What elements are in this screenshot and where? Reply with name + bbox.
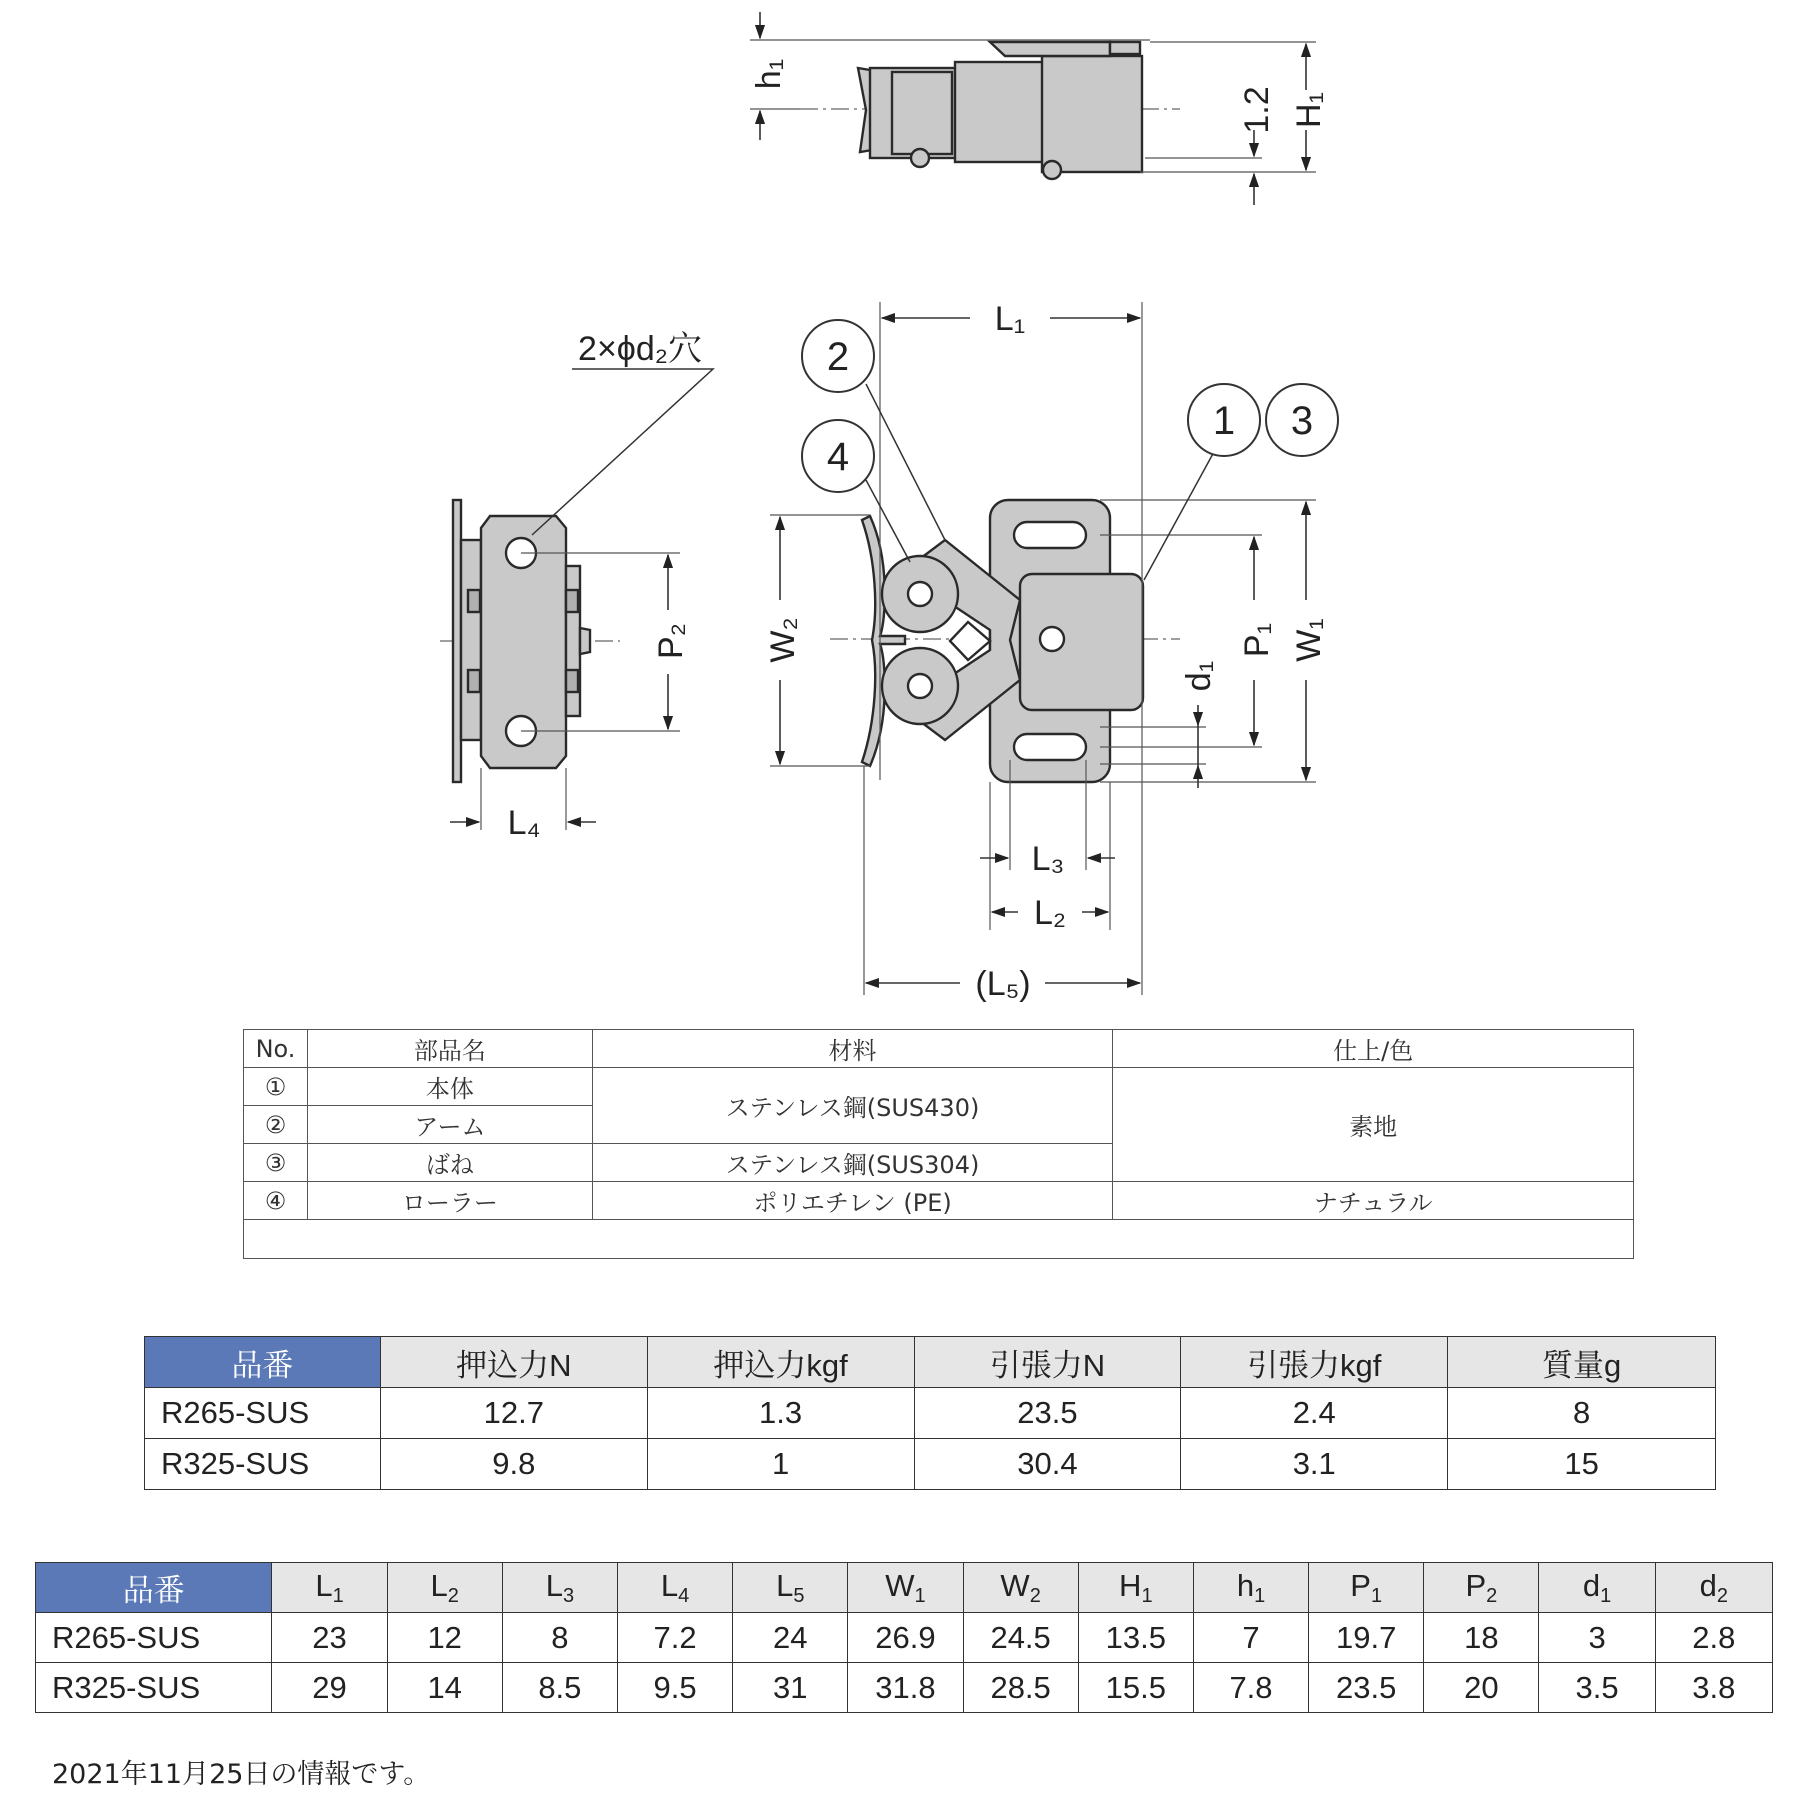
part-material: ポリエチレン (PE): [592, 1182, 1113, 1220]
dim-L2: L₂: [1033, 894, 1067, 932]
table-row: [244, 1182, 1634, 1220]
dims-header-d1: $d_1$: [1539, 1563, 1655, 1613]
part-finish: 素地: [1113, 1068, 1634, 1182]
spec-header-mass: 質量g: [1448, 1337, 1716, 1388]
dim-W2: W₂: [764, 617, 802, 663]
table-cell: 15: [1448, 1439, 1716, 1490]
callout-4: [802, 420, 874, 492]
front-view: [764, 300, 1338, 1003]
dims-header-L4: $L_4$: [617, 1563, 732, 1613]
model-cell: R265-SUS: [36, 1613, 272, 1663]
part-no: ①: [244, 1068, 308, 1106]
table-cell: 26.9: [848, 1613, 963, 1663]
table-cell: 7.8: [1193, 1663, 1308, 1713]
side-view: [440, 330, 713, 842]
dims-header-L3: $L_3$: [502, 1563, 617, 1613]
table-cell: 9.5: [617, 1663, 732, 1713]
dim-L3: L₃: [1031, 840, 1065, 878]
dims-header-d2: $d_2$: [1655, 1563, 1772, 1613]
dim-W1: W₁: [1290, 618, 1328, 662]
table-row: [244, 1068, 1634, 1106]
table-cell: 9.8: [380, 1439, 647, 1490]
dims-header-model: 品番: [36, 1563, 272, 1613]
dim-d1: d₁: [1180, 660, 1218, 692]
dims-header-row: [36, 1563, 1773, 1613]
table-cell: 1: [647, 1439, 914, 1490]
dim-L4: L₄: [507, 804, 541, 842]
spec-header-push-n: 押込力N: [380, 1337, 647, 1388]
model-cell: R325-SUS: [145, 1439, 381, 1490]
part-name: アーム: [307, 1106, 592, 1144]
dims-header-P1: $P_1$: [1309, 1563, 1424, 1613]
table-cell: 12.7: [380, 1388, 647, 1439]
svg-text:2: 2: [826, 335, 850, 379]
table-row: [145, 1439, 1716, 1490]
table-cell: 7.2: [617, 1613, 732, 1663]
dims-header-H1: $H_1$: [1078, 1563, 1193, 1613]
dim-H1: H₁: [1290, 91, 1328, 129]
spec-header-pull-n: 引張力N: [914, 1337, 1181, 1388]
part-name: ばね: [307, 1144, 592, 1182]
dims-header-L2: $L_2$: [387, 1563, 502, 1613]
table-cell: 8: [1448, 1388, 1716, 1439]
table-cell: 28.5: [963, 1663, 1078, 1713]
footnote: 2021年11月25日の情報です。: [52, 1759, 431, 1790]
table-cell: 29: [272, 1663, 387, 1713]
callout-2: [802, 320, 874, 392]
table-cell: 3.8: [1655, 1663, 1772, 1713]
table-cell: 23.5: [1309, 1663, 1424, 1713]
spec-header-row: [145, 1337, 1716, 1388]
table-cell: 24.5: [963, 1613, 1078, 1663]
parts-header-no: No.: [244, 1030, 308, 1068]
part-name: ローラー: [307, 1182, 592, 1220]
table-cell: 23.5: [914, 1388, 1181, 1439]
top-view: [750, 12, 1328, 205]
table-cell: 14: [387, 1663, 502, 1713]
table-cell: 12: [387, 1613, 502, 1663]
parts-header-row: [244, 1030, 1634, 1068]
dim-h1: h₁: [750, 58, 788, 90]
table-cell: 7: [1193, 1613, 1308, 1663]
model-cell: R325-SUS: [36, 1663, 272, 1713]
spec-header-model: 品番: [145, 1337, 381, 1388]
table-cell: 13.5: [1078, 1613, 1193, 1663]
table-cell: 2.8: [1655, 1613, 1772, 1663]
spec-header-push-kgf: 押込力kgf: [647, 1337, 914, 1388]
callout-3: [1266, 384, 1338, 456]
svg-text:1: 1: [1212, 399, 1236, 443]
dims-header-W2: $W_2$: [963, 1563, 1078, 1613]
dim-P2: P₂: [652, 623, 690, 659]
callout-1: [1188, 384, 1260, 456]
spec-table: [144, 1336, 1716, 1490]
dims-header-P2: $P_2$: [1424, 1563, 1539, 1613]
table-row: [36, 1663, 1773, 1713]
parts-header-name: 部品名: [307, 1030, 592, 1068]
dims-header-L5: $L_5$: [733, 1563, 848, 1613]
table-cell: 1.3: [647, 1388, 914, 1439]
table-cell: 18: [1424, 1613, 1539, 1663]
dims-header-W1: $W_1$: [848, 1563, 963, 1613]
table-cell: 31.8: [848, 1663, 963, 1713]
dims-header-h1: $h_1$: [1193, 1563, 1308, 1613]
part-name: 本体: [307, 1068, 592, 1106]
part-no: ④: [244, 1182, 308, 1220]
spec-header-pull-kgf: 引張力kgf: [1181, 1337, 1448, 1388]
svg-text:3: 3: [1290, 399, 1314, 443]
part-no: ③: [244, 1144, 308, 1182]
hole-note: 2×ϕd₂穴: [578, 330, 702, 368]
part-material: ステンレス鋼(SUS430): [592, 1068, 1113, 1144]
parts-table: [243, 1029, 1634, 1259]
dim-P1: P₁: [1238, 622, 1276, 658]
dim-L1: L₁: [994, 300, 1026, 338]
table-cell: 3.1: [1181, 1439, 1448, 1490]
dimensions-table: [35, 1562, 1773, 1713]
table-row: [36, 1613, 1773, 1663]
model-cell: R265-SUS: [145, 1388, 381, 1439]
table-cell: 24: [733, 1613, 848, 1663]
table-row-blank: [244, 1220, 1634, 1259]
svg-text:4: 4: [826, 435, 850, 479]
table-row: [145, 1388, 1716, 1439]
dims-header-L1: $L_1$: [272, 1563, 387, 1613]
table-cell: 15.5: [1078, 1663, 1193, 1713]
table-cell: 20: [1424, 1663, 1539, 1713]
table-cell: 8: [502, 1613, 617, 1663]
part-no: ②: [244, 1106, 308, 1144]
table-cell: 19.7: [1309, 1613, 1424, 1663]
dim-1-2: 1.2: [1238, 86, 1276, 134]
part-finish: ナチュラル: [1113, 1182, 1634, 1220]
table-cell: 31: [733, 1663, 848, 1713]
table-cell: 23: [272, 1613, 387, 1663]
table-cell: 3: [1539, 1613, 1655, 1663]
parts-header-material: 材料: [592, 1030, 1113, 1068]
table-cell: 30.4: [914, 1439, 1181, 1490]
table-cell: 2.4: [1181, 1388, 1448, 1439]
parts-header-finish: 仕上/色: [1113, 1030, 1634, 1068]
table-cell: 3.5: [1539, 1663, 1655, 1713]
part-material: ステンレス鋼(SUS304): [592, 1144, 1113, 1182]
table-cell: 8.5: [502, 1663, 617, 1713]
dim-L5: (L₅): [975, 965, 1031, 1003]
